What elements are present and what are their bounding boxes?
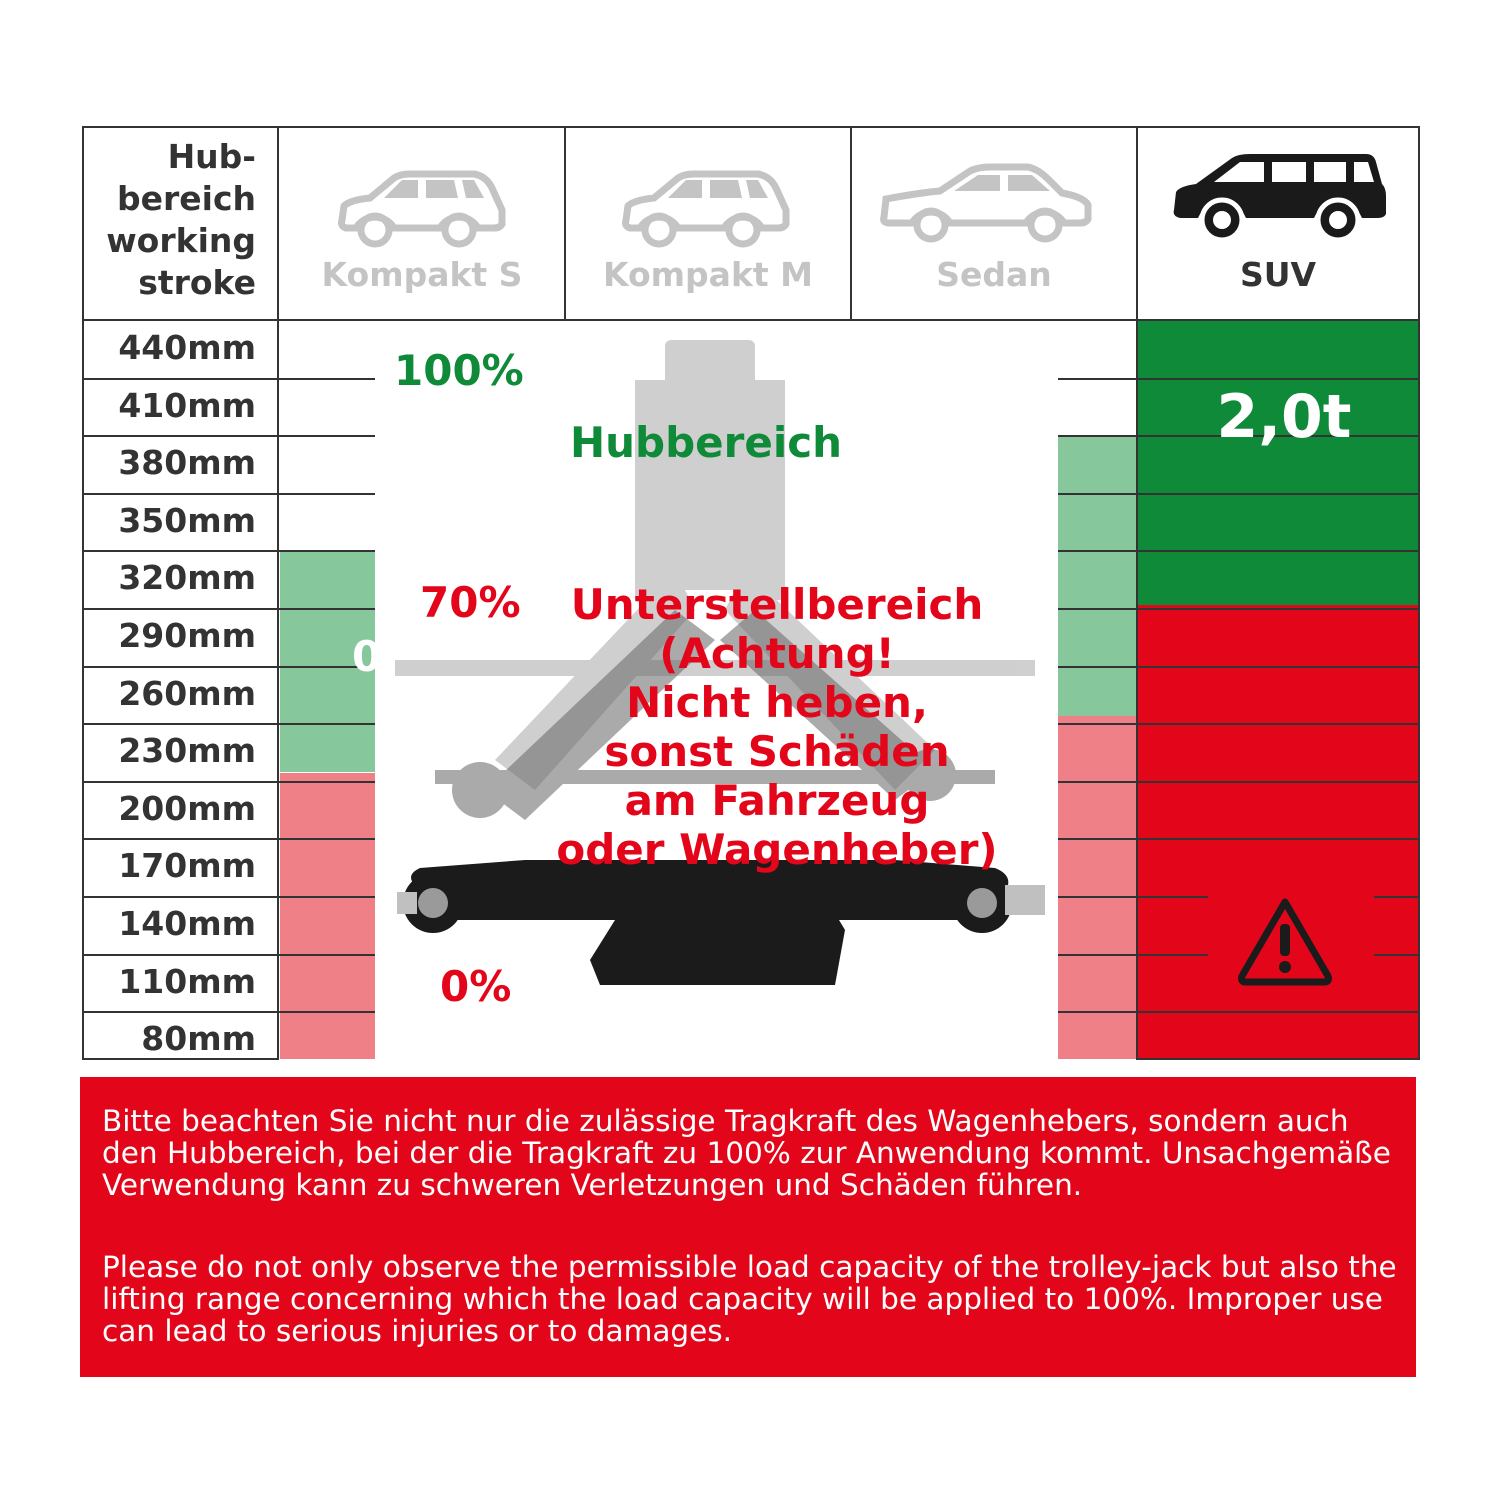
row-line — [82, 1011, 375, 1013]
support-range-warning — [552, 580, 1002, 874]
sedan-car-icon — [878, 165, 1093, 245]
stroke-row-label: 170mm — [118, 846, 256, 885]
stroke-row-label: 200mm — [118, 789, 256, 828]
warning-line: (Achtung! — [659, 629, 895, 678]
header-line: Hub- — [167, 137, 256, 176]
row-line — [1058, 378, 1420, 380]
warning-line: am Fahrzeug — [624, 776, 930, 825]
header-line: stroke — [138, 263, 256, 302]
grid-line — [1136, 1058, 1420, 1060]
notice-german: Bitte beachten Sie nicht nur die zulässige Tragkraft des Wagenhebers, sondern auch den Hubbereich, bei der die Tragkraft zu 100% zur Anwendung kommt. Unsachgemäße Verwendung kann zu schweren Verletzungen und Schäden führen. — [102, 1104, 1391, 1202]
pct-0-label: 0% — [440, 962, 512, 1011]
row-line — [1058, 550, 1420, 552]
pct-70-label: 70% — [420, 578, 521, 627]
warning-triangle-icon — [1234, 894, 1336, 986]
row-line — [1058, 666, 1420, 668]
warning-line: Nicht heben, — [626, 678, 928, 727]
stroke-row-label: 380mm — [118, 443, 256, 482]
hatchback-car-icon — [620, 170, 790, 246]
row-line — [1058, 1011, 1420, 1013]
row-line — [1058, 608, 1420, 610]
row-line — [82, 550, 375, 552]
grid-line — [277, 126, 279, 1060]
header-line: working — [106, 221, 256, 260]
suv-lift-green — [1138, 320, 1419, 605]
car-label-sedan: Sedan — [936, 255, 1052, 294]
notice-english: Please do not only observe the permissible load capacity of the trolley-jack but also the lifting range concerning which the load capacity will be applied to 100%. Improper use can lead to serious injuries or to damages. — [102, 1250, 1397, 1348]
row-line — [1058, 838, 1420, 840]
row-line — [82, 666, 375, 668]
row-line — [82, 608, 375, 610]
row-line — [82, 493, 375, 495]
row-line — [82, 435, 375, 437]
row-line — [82, 838, 375, 840]
stroke-row-label: 320mm — [118, 558, 256, 597]
grid-line — [1418, 126, 1420, 1060]
stroke-row-label: 440mm — [118, 328, 256, 367]
notice-box — [80, 1077, 1416, 1377]
pct-100-label: 100% — [394, 346, 524, 395]
row-line — [82, 954, 375, 956]
car-label-suv: SUV — [1239, 255, 1317, 294]
stroke-row-label: 110mm — [118, 962, 256, 1001]
working-stroke-header — [90, 136, 256, 304]
row-line — [1058, 493, 1420, 495]
row-line — [82, 896, 375, 898]
row-line — [1058, 723, 1420, 725]
row-line — [82, 723, 375, 725]
hatchback-car-icon — [336, 170, 506, 246]
stroke-row-label: 260mm — [118, 674, 256, 713]
warning-line: Unterstellbereich — [570, 580, 984, 629]
kompakt-s-danger-red — [280, 773, 375, 1059]
stroke-row-label: 230mm — [118, 731, 256, 770]
stroke-row-label: 140mm — [118, 904, 256, 943]
car-label-kompakt-m: Kompakt M — [603, 255, 813, 294]
row-line — [82, 781, 375, 783]
sedan-danger-red — [1058, 716, 1137, 1059]
header-line: bereich — [116, 179, 256, 218]
stroke-row-label: 80mm — [141, 1019, 256, 1058]
grid-line — [82, 126, 1420, 128]
suv-capacity: 2,0t — [1216, 382, 1352, 452]
partial-overlay-char: 0 — [352, 632, 382, 681]
stroke-row-label: 350mm — [118, 501, 256, 540]
lift-range-label: Hubbereich — [570, 418, 843, 467]
row-line — [82, 378, 375, 380]
stroke-row-label: 410mm — [118, 386, 256, 425]
sedan-support-green — [1058, 435, 1137, 716]
warning-line: sonst Schäden — [604, 727, 950, 776]
suv-car-icon — [1170, 152, 1390, 244]
warning-line: oder Wagenheber) — [556, 825, 998, 874]
row-line — [1058, 781, 1420, 783]
car-label-kompakt-s: Kompakt S — [321, 255, 523, 294]
stroke-row-label: 290mm — [118, 616, 256, 655]
